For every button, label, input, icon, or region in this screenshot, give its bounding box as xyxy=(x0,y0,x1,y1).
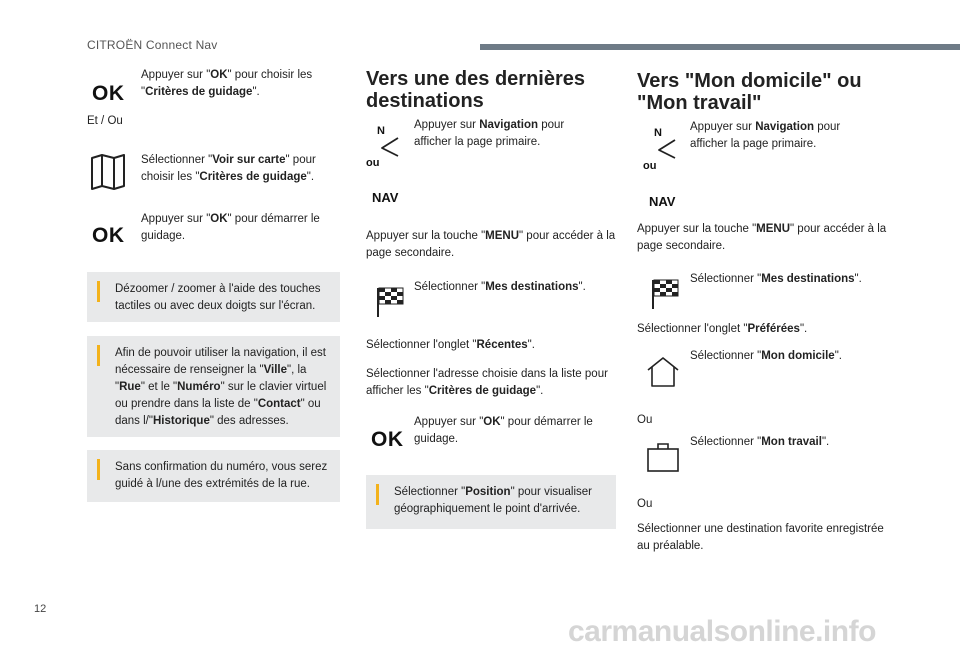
info-note: Afin de pouvoir utiliser la navigation, il est nécessaire de renseigner la "Ville", la "Rue" et le "Numéro" sur le clavier virtuel ou prendre dans la liste de "Contact" ou dans l/"Historique" des adresses. xyxy=(87,336,340,437)
navigation-icon: N ou xyxy=(372,124,408,172)
paragraph: Sélectionner une destination favorite enregistrée au préalable. xyxy=(637,523,884,552)
step-text: Appuyer sur Navigation pour afficher la page primaire. xyxy=(414,119,565,148)
section-title: Vers "Mon domicile" ou "Mon travail" xyxy=(637,70,862,114)
step-text: Appuyer sur "OK" pour démarrer le guidage. xyxy=(414,416,593,445)
or-label: Ou xyxy=(637,414,653,426)
header-bar xyxy=(480,44,960,50)
or-label: Ou xyxy=(637,498,653,510)
info-note: Sélectionner "Position" pour visualiser géographiquement le point d'arrivée. xyxy=(366,475,616,529)
step-text: Sélectionner "Voir sur carte" pour choisir les "Critères de guidage". xyxy=(141,154,316,183)
or-label: Et / Ou xyxy=(87,115,123,127)
paragraph: Sélectionner l'onglet "Récentes". xyxy=(366,339,535,351)
paragraph: Appuyer sur la touche "MENU" pour accéder à la page secondaire. xyxy=(366,230,616,259)
paragraph: Appuyer sur la touche "MENU" pour accéder à la page secondaire. xyxy=(637,223,887,252)
info-note: Sans confirmation du numéro, vous serez guidé à l/une des extrémités de la rue. xyxy=(87,450,340,502)
info-note: Dézoomer / zoomer à l'aide des touches tactiles ou avec deux doigts sur l'écran. xyxy=(87,272,340,322)
checkered-flag-icon xyxy=(651,276,681,310)
navigation-icon: N ou xyxy=(649,126,685,174)
nav-button-icon: NAV xyxy=(649,194,676,209)
compass-arrow-icon xyxy=(655,138,679,160)
step-text: Sélectionner "Mes destinations". xyxy=(690,273,862,285)
briefcase-icon xyxy=(646,440,680,474)
map-icon xyxy=(90,153,126,191)
ok-icon: OK xyxy=(92,224,125,247)
running-header: CITROËN Connect Nav xyxy=(87,38,218,52)
ok-icon: OK xyxy=(371,428,404,451)
step-text: Sélectionner "Mon domicile". xyxy=(690,350,842,362)
checkered-flag-icon xyxy=(376,284,406,318)
compass-arrow-icon xyxy=(378,136,402,158)
watermark: carmanualsonline.info xyxy=(568,615,876,648)
step-text: Sélectionner "Mes destinations". xyxy=(414,281,586,293)
home-icon xyxy=(646,356,680,388)
section-title: Vers une des dernières destinations xyxy=(366,68,586,112)
step-text: Appuyer sur "OK" pour choisir les "Critères de guidage". xyxy=(141,69,313,98)
step-text: Appuyer sur "OK" pour démarrer le guidage. xyxy=(141,213,320,242)
paragraph: Sélectionner l'onglet "Préférées". xyxy=(637,323,808,335)
page-number: 12 xyxy=(34,603,47,615)
step-text: Appuyer sur Navigation pour afficher la page primaire. xyxy=(690,121,841,150)
nav-button-icon: NAV xyxy=(372,190,399,205)
step-text: Sélectionner "Mon travail". xyxy=(690,436,830,448)
ok-icon: OK xyxy=(92,82,125,105)
paragraph: Sélectionner l'adresse choisie dans la liste pour afficher les "Critères de guidage". xyxy=(366,368,608,397)
